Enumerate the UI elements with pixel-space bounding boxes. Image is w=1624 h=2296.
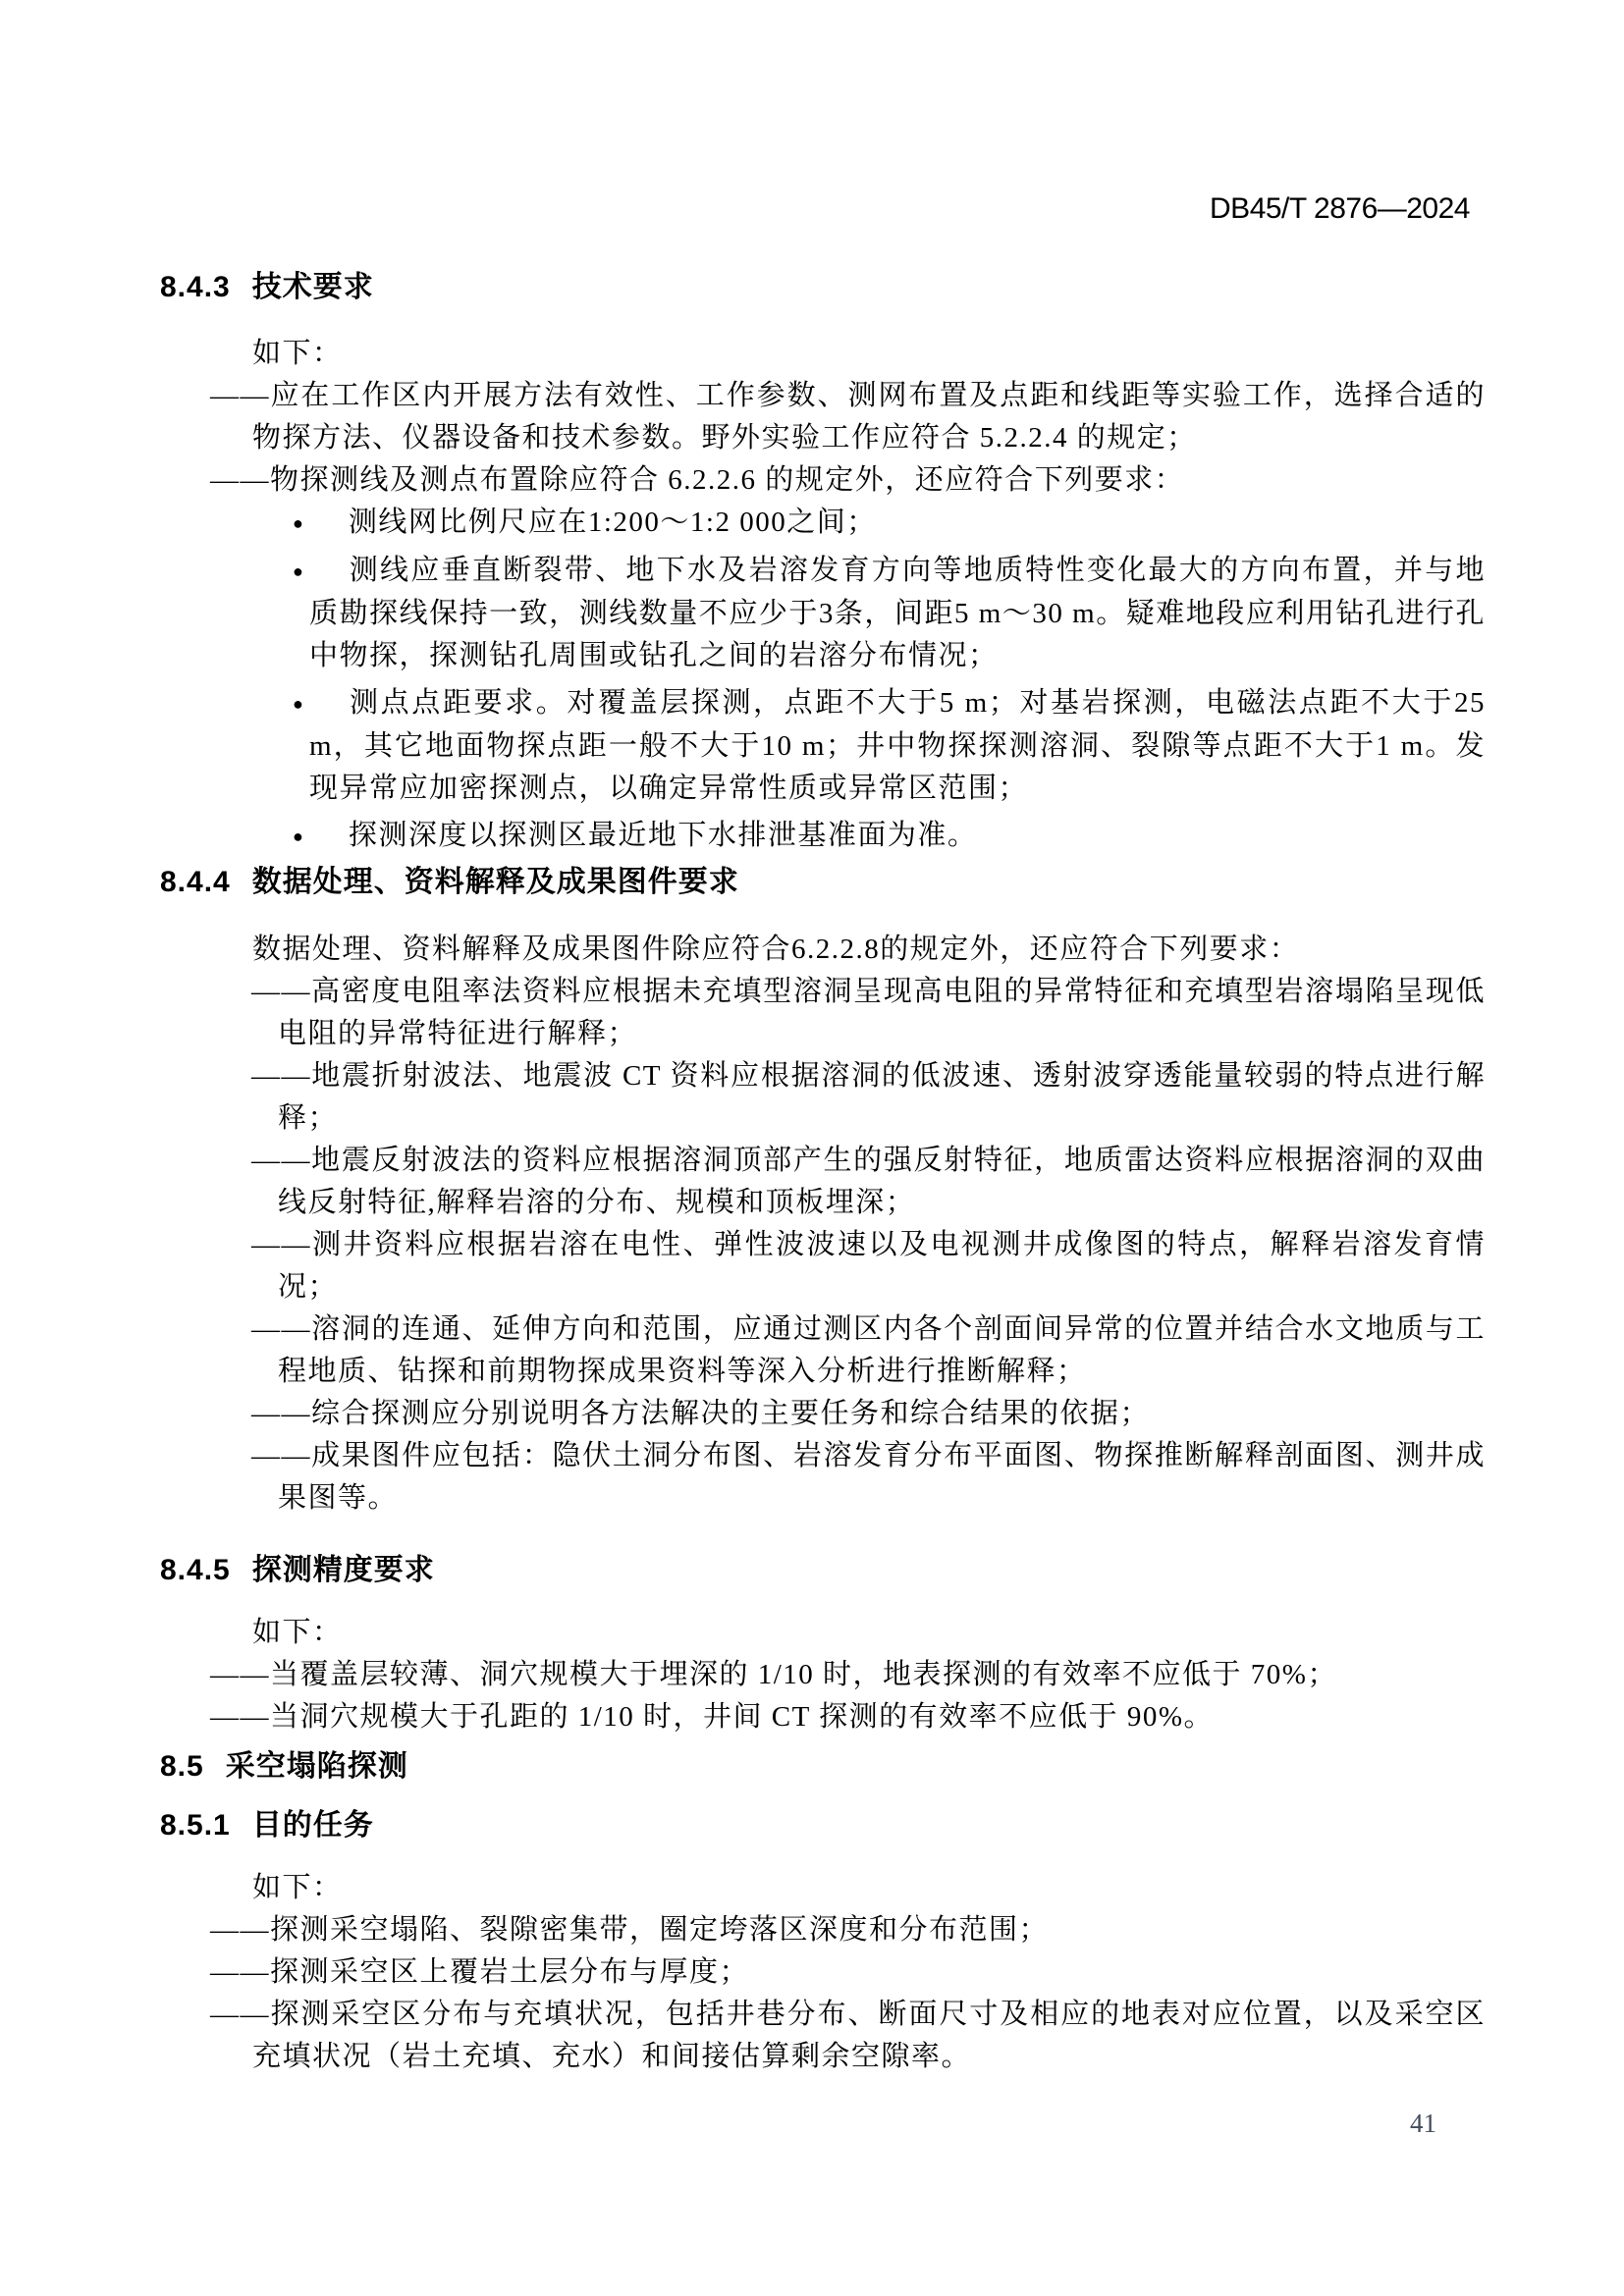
list-item: ——成果图件应包括：隐伏土洞分布图、岩溶发育分布平面图、物探推断解释剖面图、测井成果图等。 bbox=[251, 1440, 1486, 1514]
section-number: 8.4.3 bbox=[160, 271, 231, 303]
list-item: ——物探测线及测点布置除应符合 6.2.2.6 的规定外，还应符合下列要求： bbox=[210, 464, 1185, 496]
section-number: 8.4.5 bbox=[160, 1554, 231, 1586]
bullet-text: 探测深度以探测区最近地下水排泄基准面为准。 bbox=[348, 820, 978, 851]
section-heading-85 bbox=[160, 1752, 1486, 1782]
bullet-icon: ● bbox=[293, 513, 303, 533]
section-heading-843 bbox=[160, 273, 1486, 302]
section-title: 采空塌陷探测 bbox=[225, 1750, 408, 1783]
bullet-text: 测线应垂直断裂带、地下水及岩溶发育方向等地质特性变化最大的方向布置，并与地质勘探线保持一致，测线数量不应少于3条，间距5 m～30 m。疑难地段应利用钻孔进行孔中物探，探测钻孔周围或钻孔之间的岩溶分布情况； bbox=[309, 555, 1486, 671]
list-item: ——探测采空区上覆岩土层分布与厚度； bbox=[210, 1956, 750, 1988]
list-item: ——高密度电阻率法资料应根据未充填型溶洞呈现高电阻的异常特征和充填型岩溶塌陷呈现低电阻的异常特征进行解释； bbox=[251, 976, 1486, 1049]
list-item: ——当洞穴规模大于孔距的 1/10 时，井间 CT 探测的有效率不应低于 90%。 bbox=[210, 1701, 1214, 1733]
doc-number: DB45/T 2876—2024 bbox=[1210, 192, 1470, 225]
bullet-item bbox=[160, 502, 1486, 545]
bullet-icon: ● bbox=[293, 561, 304, 581]
page-content bbox=[160, 0, 1486, 2078]
paragraph: 数据处理、资料解释及成果图件除应符合6.2.2.8的规定外，还应符合下列要求： bbox=[252, 934, 1300, 965]
bullet-item bbox=[160, 550, 1486, 677]
list-item: ——当覆盖层较薄、洞穴规模大于埋深的 1/10 时，地表探测的有效率不应低于 70%； bbox=[210, 1659, 1337, 1690]
paragraph: 如下： bbox=[252, 1617, 343, 1648]
list-item: ——探测采空塌陷、裂隙密集带，圈定垮落区深度和分布范围； bbox=[210, 1914, 1050, 1946]
bullet-icon: ● bbox=[293, 827, 303, 846]
list-item: ——应在工作区内开展方法有效性、工作参数、测网布置及点距和线距等实验工作，选择合适的物探方法、仪器设备和技术参数。野外实验工作应符合 5.2.2.4 的规定； bbox=[210, 380, 1486, 454]
list-item: ——综合探测应分别说明各方法解决的主要任务和综合结果的依据； bbox=[251, 1398, 1151, 1429]
section-title: 探测精度要求 bbox=[251, 1554, 435, 1586]
list-item: ——测井资料应根据岩溶在电性、弹性波波速以及电视测井成像图的特点，解释岩溶发育情况； bbox=[251, 1229, 1486, 1303]
section-heading-851 bbox=[160, 1811, 1486, 1841]
section-heading-845 bbox=[160, 1556, 1486, 1585]
page-number: 41 bbox=[1410, 2109, 1436, 2138]
paragraph: 如下： bbox=[252, 1872, 343, 1903]
bullet-text: 测线网比例尺应在1:200～1:2 000之间； bbox=[348, 507, 877, 538]
section-title: 技术要求 bbox=[251, 271, 374, 303]
section-title: 目的任务 bbox=[251, 1809, 374, 1842]
list-item: ——地震反射波法的资料应根据溶洞顶部产生的强反射特征，地质雷达资料应根据溶洞的双曲线反射特征,解释岩溶的分布、规模和顶板埋深； bbox=[251, 1145, 1486, 1218]
bullet-text: 测点点距要求。对覆盖层探测，点距不大于5 m；对基岩探测，电磁法点距不大于25 m，其它地面物探点距一般不大于10 m；井中物探探测溶洞、裂隙等点距不大于1 m。发现异常应加密探测点，以确定异常性质或异常区范围； bbox=[309, 687, 1487, 804]
section-number: 8.5.1 bbox=[160, 1809, 231, 1842]
bullet-item bbox=[160, 682, 1486, 810]
section-number: 8.4.4 bbox=[160, 866, 231, 898]
section-heading-844 bbox=[160, 868, 1486, 897]
section-number: 8.5 bbox=[160, 1750, 204, 1783]
paragraph: 如下： bbox=[252, 338, 343, 369]
list-item: ——溶洞的连通、延伸方向和范围，应通过测区内各个剖面间异常的位置并结合水文地质与工程地质、钻探和前期物探成果资料等深入分析进行推断解释； bbox=[251, 1313, 1486, 1387]
list-item: ——地震折射波法、地震波 CT 资料应根据溶洞的低波速、透射波穿透能量较弱的特点进行解释； bbox=[251, 1060, 1486, 1134]
list-item: ——探测采空区分布与充填状况，包括井巷分布、断面尺寸及相应的地表对应位置，以及采空区充填状况（岩土充填、充水）和间接估算剩余空隙率。 bbox=[210, 1999, 1486, 2072]
section-title: 数据处理、资料解释及成果图件要求 bbox=[251, 866, 739, 898]
bullet-item bbox=[160, 815, 1486, 858]
bullet-icon: ● bbox=[293, 694, 304, 714]
